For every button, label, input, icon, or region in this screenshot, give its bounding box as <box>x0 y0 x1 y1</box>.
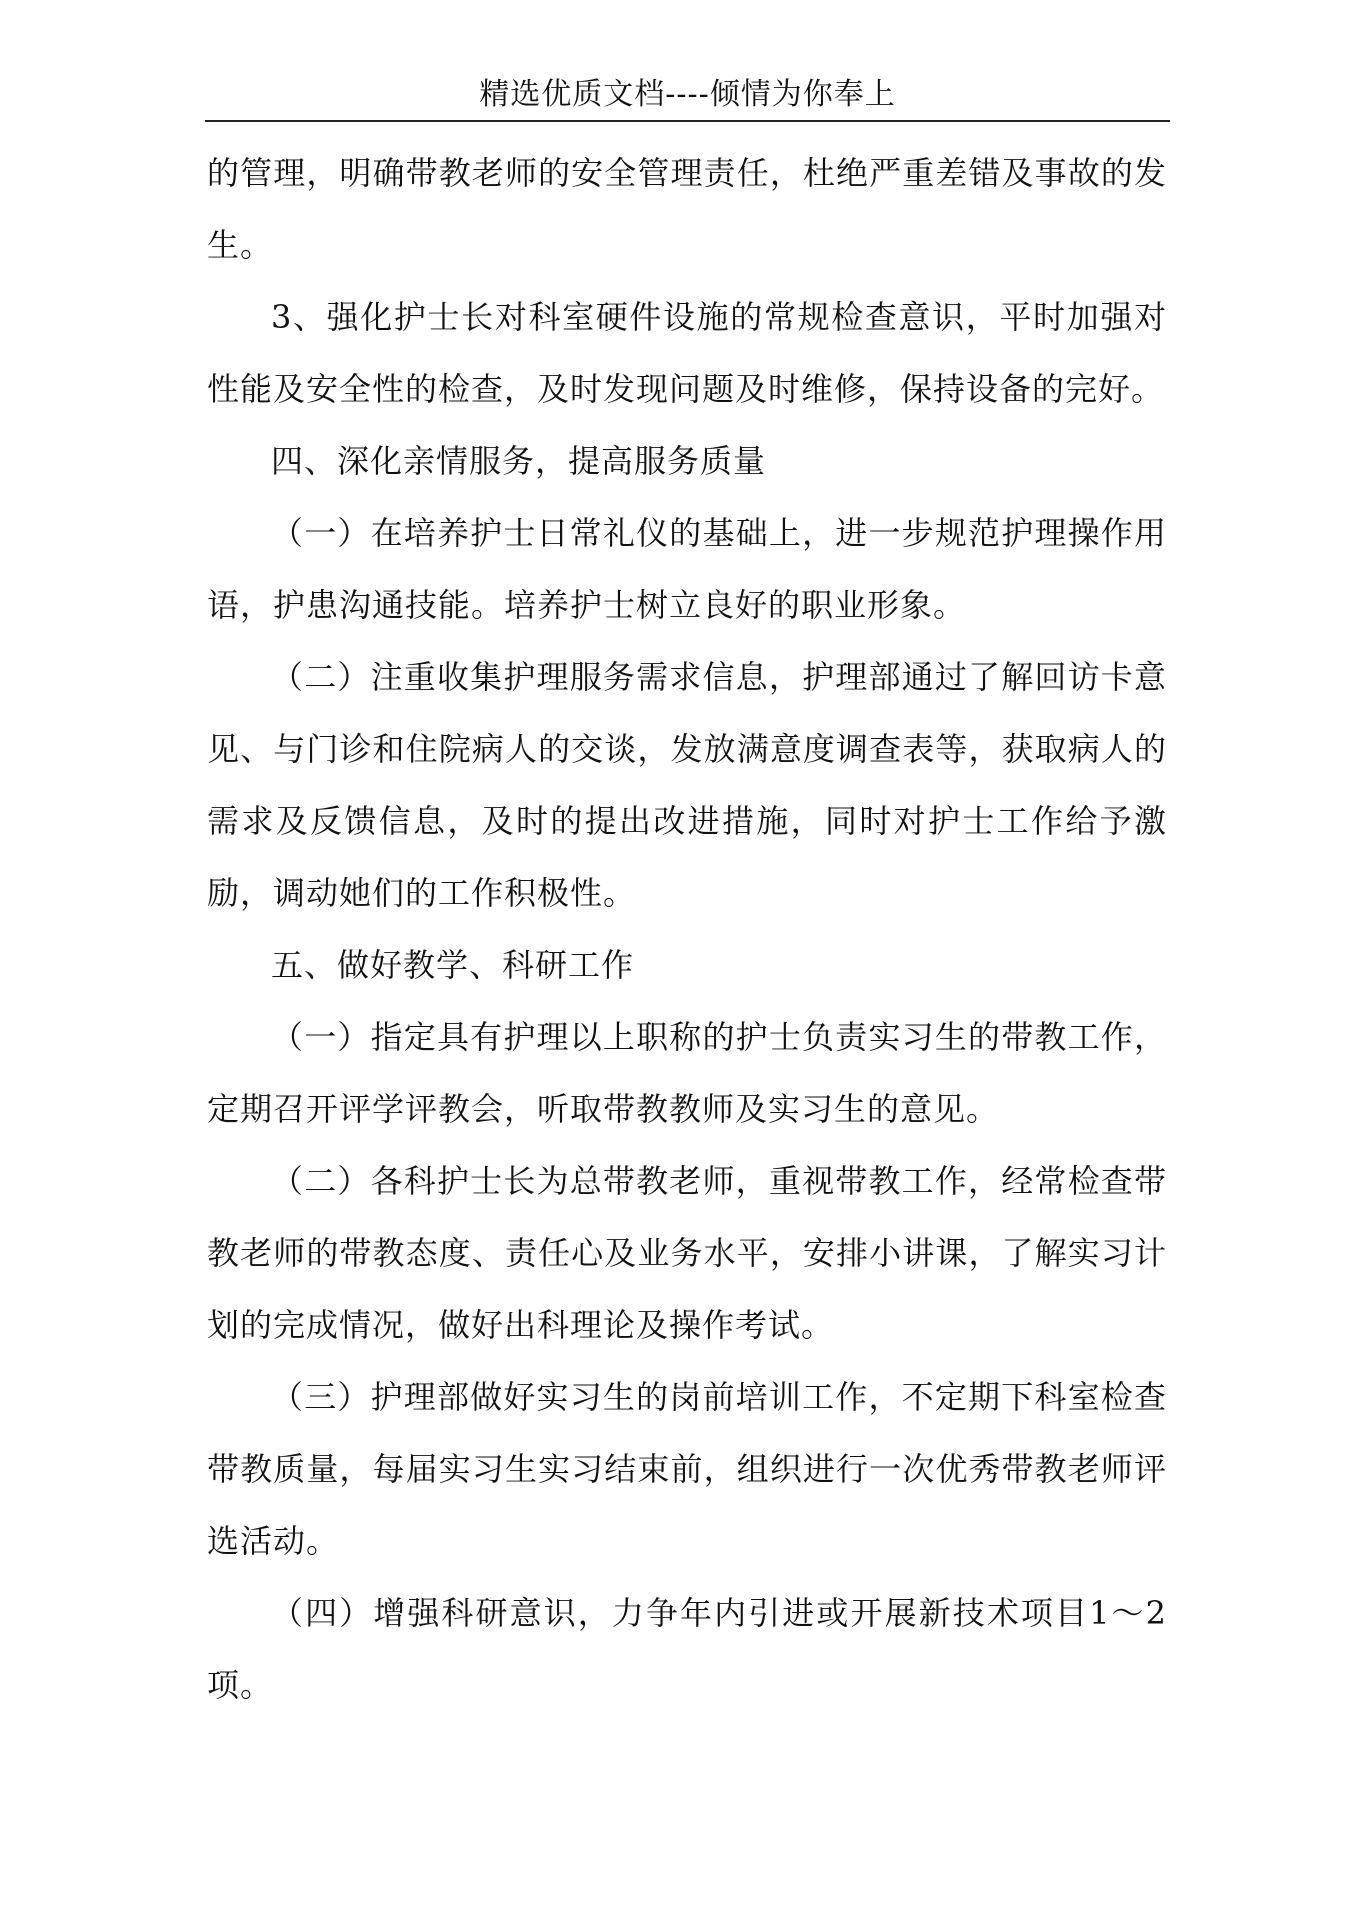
page-header <box>205 70 1170 122</box>
paragraph-7: （一）指定具有护理以上职称的护士负责实习生的带教工作，定期召开评学评教会，听取带教教师及实习生的意见。 <box>207 1018 1167 1128</box>
section-heading-5: 五、做好教学、科研工作 <box>271 946 635 984</box>
paragraph-5: （二）注重收集护理服务需求信息，护理部通过了解回访卡意见、与门诊和住院病人的交谈，发放满意度调查表等，获取病人的需求及反馈信息，及时的提出改进措施，同时对护士工作给予激励，调动她们的工作积极性。 <box>207 658 1167 912</box>
header-title: 精选优质文档----倾情为你奉上 <box>479 77 896 112</box>
document-body <box>207 137 1167 1721</box>
paragraph-4: （一）在培养护士日常礼仪的基础上，进一步规范护理操作用语，护患沟通技能。培养护士树立良好的职业形象。 <box>207 514 1167 624</box>
section-heading-4: 四、深化亲情服务，提高服务质量 <box>271 442 767 480</box>
paragraph-2: 3、强化护士长对科室硬件设施的常规检查意识，平时加强对性能及安全性的检查，及时发现问题及时维修，保持设备的完好。 <box>207 298 1167 408</box>
paragraph-1: 的管理，明确带教老师的安全管理责任，杜绝严重差错及事故的发生。 <box>207 154 1167 264</box>
paragraph-8: （二）各科护士长为总带教老师，重视带教工作，经常检查带教老师的带教态度、责任心及业务水平，安排小讲课，了解实习计划的完成情况，做好出科理论及操作考试。 <box>207 1162 1167 1344</box>
paragraph-10: （四）增强科研意识，力争年内引进或开展新技术项目1～2项。 <box>207 1594 1167 1704</box>
paragraph-9: （三）护理部做好实习生的岗前培训工作，不定期下科室检查带教质量，每届实习生实习结束前，组织进行一次优秀带教老师评选活动。 <box>207 1378 1167 1560</box>
